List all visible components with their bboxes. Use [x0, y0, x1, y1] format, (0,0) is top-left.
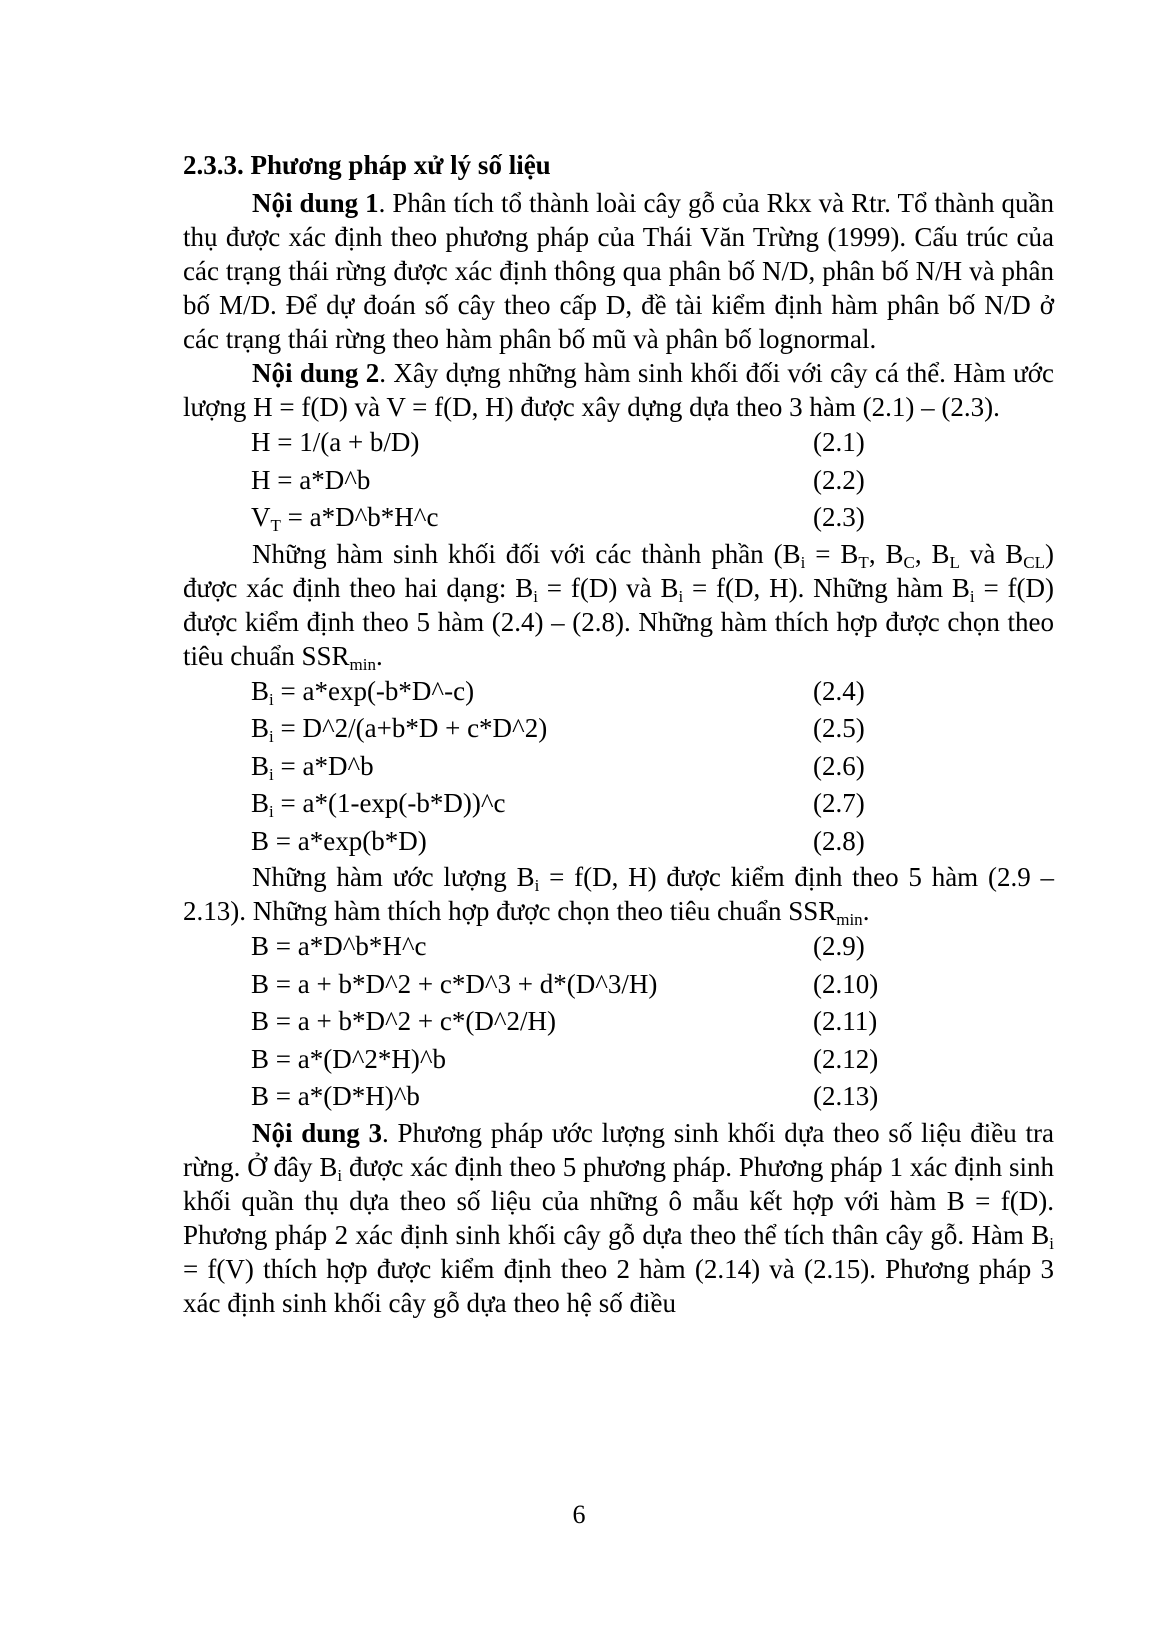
section-heading	[183, 148, 1054, 182]
equation-number: (2.1)	[813, 427, 865, 457]
equation-2-10: B = a + b*D^2 + c*D^3 + d*(D^3/H) (2.10)	[183, 966, 1054, 1004]
content-3-label: Nội dung 3	[252, 1117, 383, 1148]
equation-2-8: B = a*exp(b*D) (2.8)	[183, 823, 1054, 861]
content-2-label: Nội dung 2	[252, 358, 380, 388]
section-title: . Phương pháp xử lý số liệu	[237, 150, 551, 180]
section-number: 2.3.3	[183, 150, 237, 180]
paragraph-content-2	[183, 356, 1054, 424]
paragraph-content-3: Nội dung 3. Phương pháp ước lượng sinh khối dựa theo số liệu điều tra rừng. Ở đây $B_i$ được xác định theo 5 phương pháp. Phương pháp 1 xác định sinh khối quần thụ dựa theo số liệu của những ô mẫu kết hợp với hàm B = f(D). Phương pháp 2 xác định sinh khối cây gỗ dựa theo thể tích thân cây gỗ. Hàm $B_i = f(V)$ thích hợp được kiểm định theo 2 hàm (2.14) và (2.15). Phương pháp 3 xác định sinh khối cây gỗ dựa theo hệ số điều	[183, 1117, 1054, 1318]
equation-2-7: $B_i$ = a*(1-exp(-b*D))^c (2.7)	[183, 785, 1054, 823]
equation-2-3: $V_T$ = a*D^b*H^c (2.3)	[183, 499, 1054, 537]
paragraph-biomass-components: Những hàm sinh khối đối với các thành phần ($B_i = B_T$, $B_C$, $B_L$ và $B_{CL}$) được xác định theo hai dạng: $B_i = f(D)$ và $B_i = f(D$, H). Những hàm $B_i = f(D)$ được kiểm định theo 5 hàm (2.4) – (2.8). Những hàm thích hợp được chọn theo tiêu chuẩn $SSR_{min}$.	[183, 538, 1054, 674]
equation-number: (2.9)	[813, 931, 865, 961]
paragraph-content-1	[183, 186, 1054, 356]
content-1-label: Nội dung 1	[252, 188, 379, 218]
equation-2-4: $B_i$ = a*exp(-b*D^-c) (2.4)	[183, 673, 1054, 711]
equation-number: (2.12)	[813, 1043, 879, 1074]
equation-number: (2.5)	[813, 713, 865, 743]
equation-number: (2.13)	[813, 1081, 879, 1111]
equation-2-6: $B_i$ = a*D^b (2.6)	[183, 748, 1054, 786]
equation-2-2: H = a*D^b (2.2)	[183, 462, 1054, 500]
paragraph-biomass-dh: Những hàm ước lượng $B_i = f(D$, H) được kiểm định theo 5 hàm (2.9 – 2.13). Những hàm thích hợp được chọn theo tiêu chuẩn $SSR_{min}$.	[183, 862, 1054, 929]
equation-2-11: B = a + b*D^2 + c*(D^2/H) (2.11)	[183, 1003, 1054, 1041]
equation-2-5: $B_i$ = D^2/(a+b*D + c*D^2) (2.5)	[183, 710, 1054, 748]
content-1-text: . Phân tích tổ thành loài cây gỗ của Rkx và Rtr. Tổ thành quần thụ được xác định theo phương pháp của Thái Văn Trừng (1999). Cấu trúc của các trạng thái rừng được xác định thông qua phân bố N/D, phân bố N/H và phân bố M/D. Để dự đoán số cây theo cấp D, đề tài kiểm định hàm phân bố N/D ở các trạng thái rừng theo hàm phân bố mũ và phân bố lognormal.	[183, 188, 1054, 354]
equation-number: (2.11)	[813, 1006, 878, 1036]
page-number: 6	[572, 1500, 586, 1529]
equation-number: (2.8)	[813, 825, 865, 856]
equation-number: (2.3)	[813, 502, 865, 532]
equation-number: (2.7)	[813, 788, 865, 818]
equation-number: (2.6)	[813, 750, 865, 781]
equation-2-13: B = a*(D*H)^b (2.13)	[183, 1078, 1054, 1116]
content-2-text: . Xây dựng những hàm sinh khối đối với cây cá thể. Hàm ước lượng H = f(D) và V = f(D, H) được xây dựng dựa theo 3 hàm (2.1) – (2.3).	[183, 358, 1054, 422]
equation-number: (2.4)	[813, 675, 865, 706]
equation-2-9: B = a*D^b*H^c (2.9)	[183, 928, 1054, 966]
equation-number: (2.2)	[813, 464, 865, 495]
equation-number: (2.10)	[813, 968, 879, 999]
document-body	[183, 148, 1054, 1320]
equation-2-12: B = a*(D^2*H)^b (2.12)	[183, 1041, 1054, 1079]
equation-2-1: H = 1/(a + b/D) (2.1)	[183, 424, 1054, 462]
